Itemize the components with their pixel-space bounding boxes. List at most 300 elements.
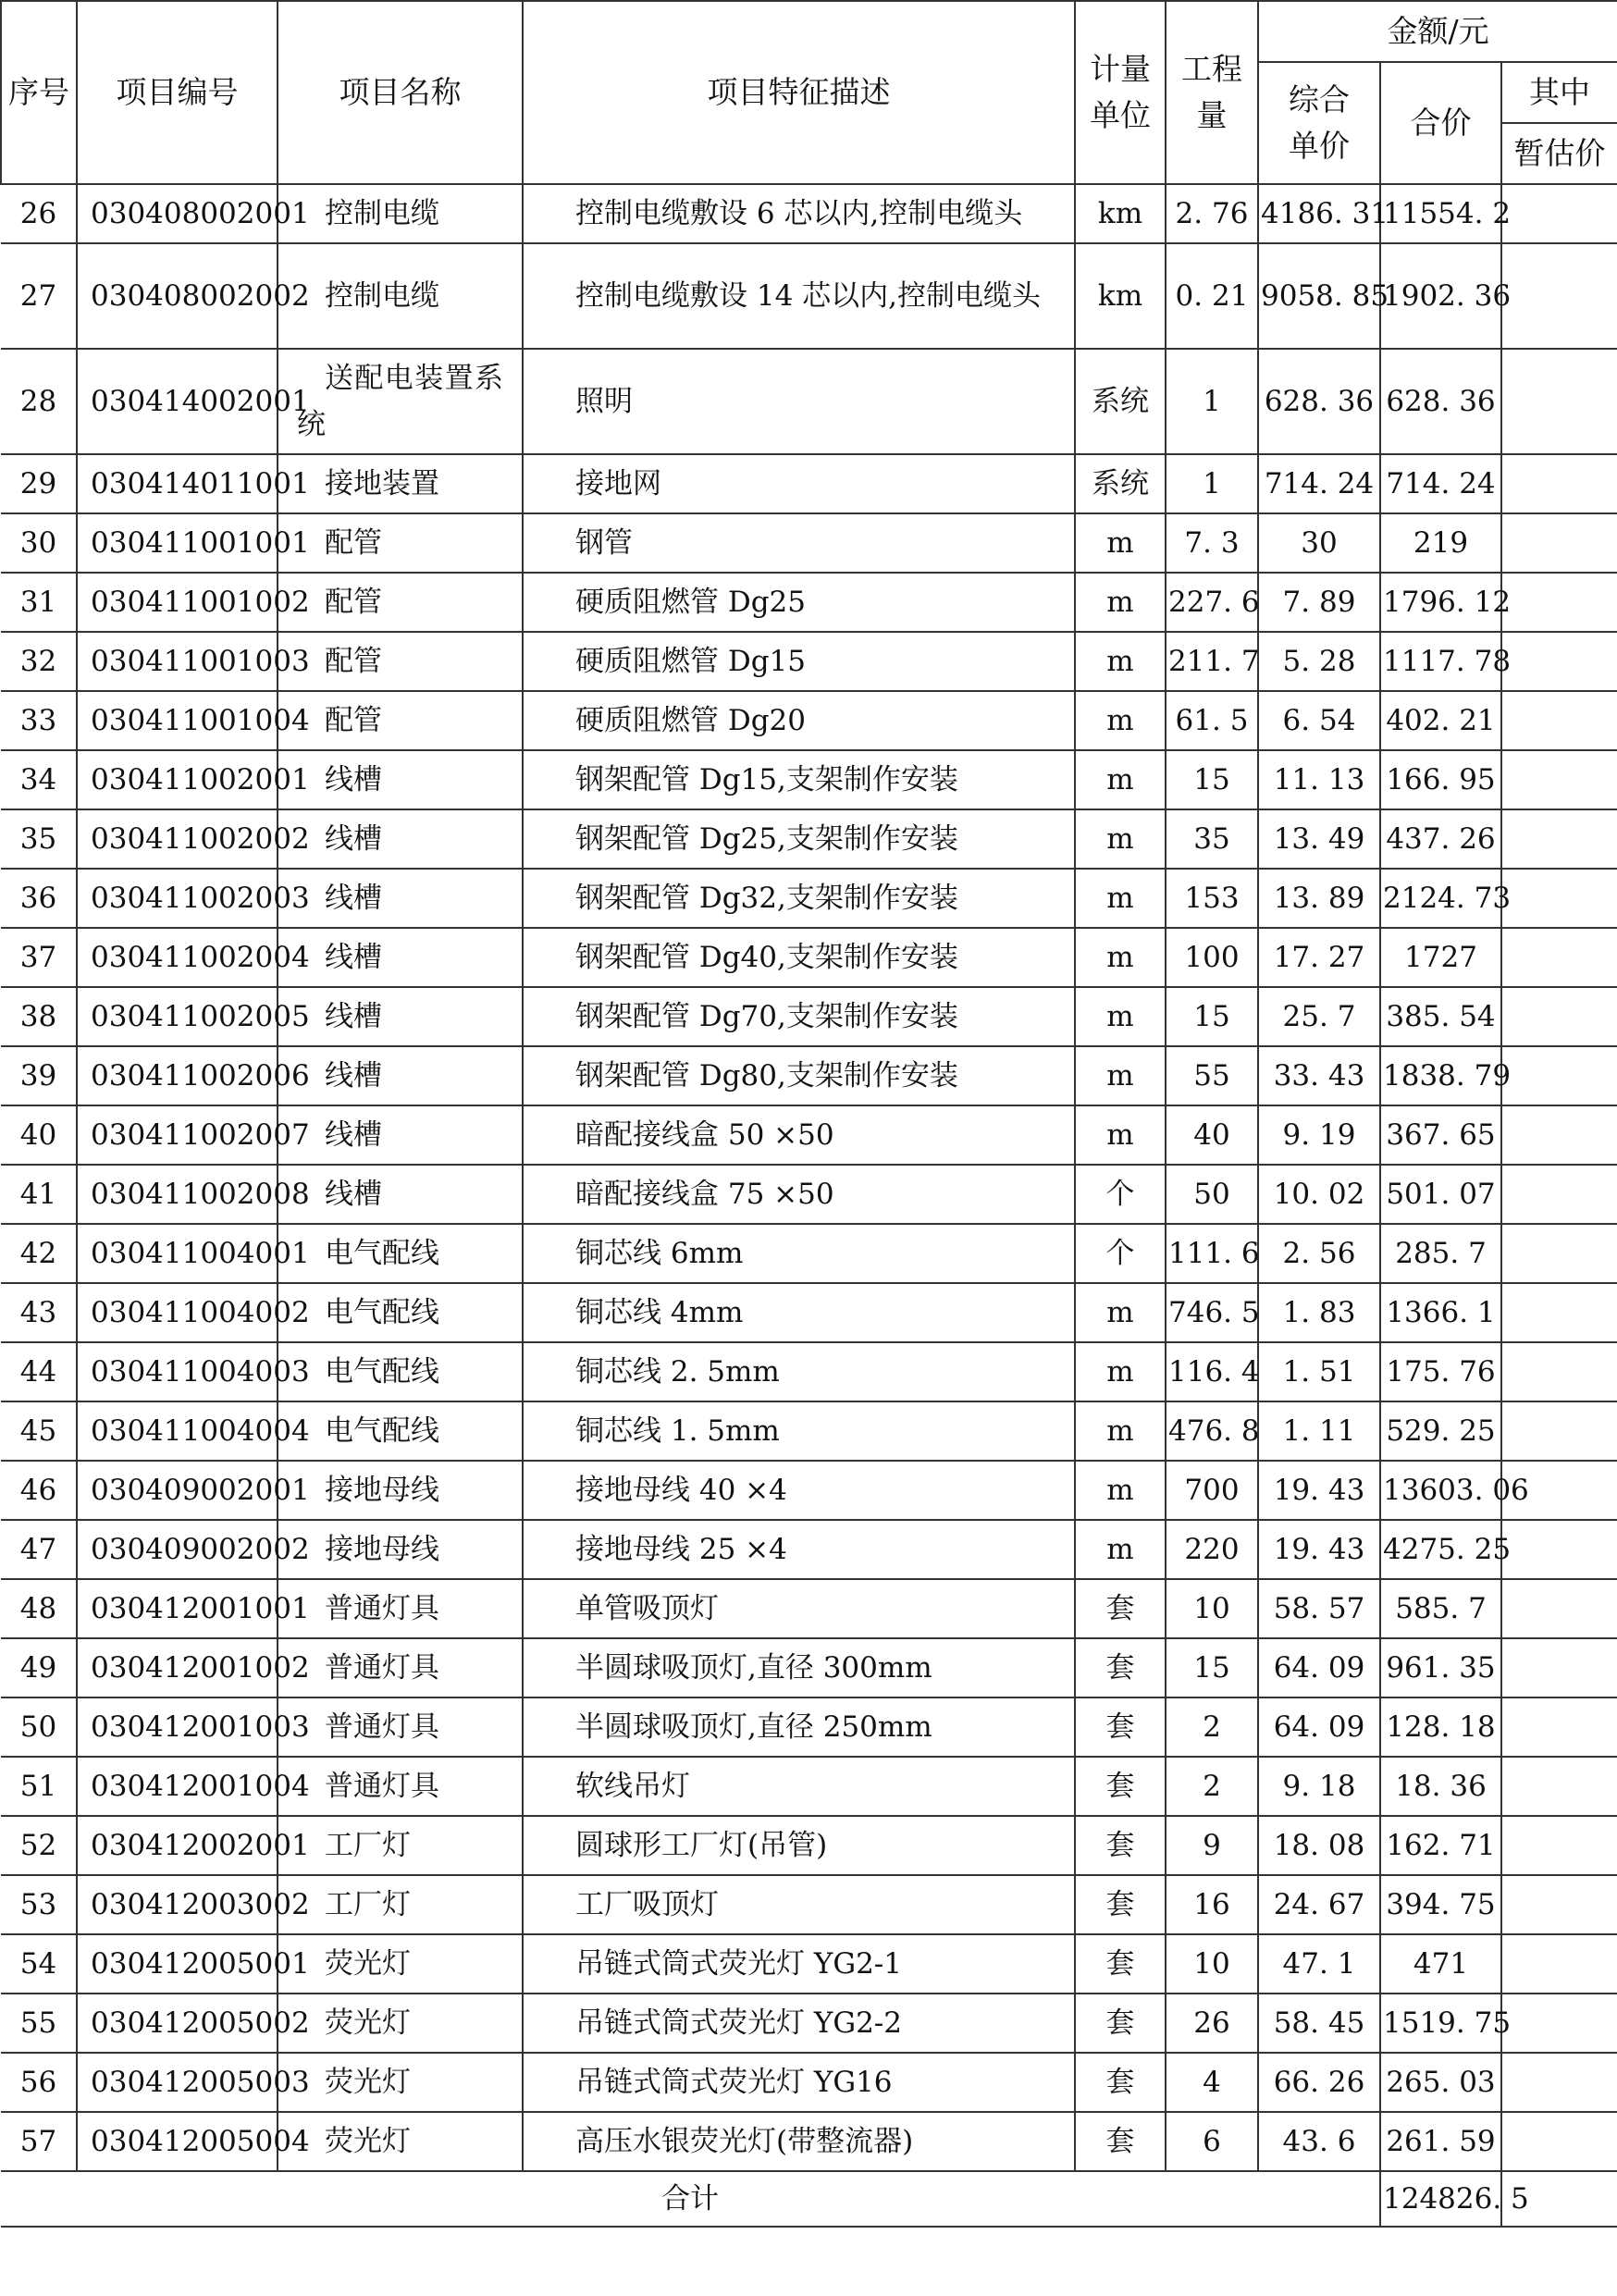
cell-seq: 42 [1, 1224, 77, 1283]
cell-seq: 55 [1, 1994, 77, 2053]
cell-desc: 半圆球吸顶灯,直径 250mm [523, 1697, 1075, 1757]
cell-desc: 硬质阻燃管 Dg15 [523, 632, 1075, 691]
cell-code: 030412001003 [77, 1697, 278, 1757]
cell-seq: 26 [1, 184, 77, 243]
cell-unit-price: 19. 43 [1258, 1520, 1380, 1579]
cell-provisional [1501, 869, 1617, 928]
table-row [1, 1816, 1617, 1875]
cell-qty: 2 [1166, 1757, 1258, 1816]
cell-unit: m [1075, 1105, 1166, 1165]
cell-unit-price: 714. 24 [1258, 454, 1380, 513]
cell-unit: m [1075, 869, 1166, 928]
cell-name: 线槽 [278, 809, 523, 869]
table-row [1, 1579, 1617, 1638]
cell-provisional [1501, 1875, 1617, 1934]
cell-qty: 15 [1166, 750, 1258, 809]
cell-unit-price: 11. 13 [1258, 750, 1380, 809]
cell-unit: km [1075, 184, 1166, 243]
cell-total-price: 261. 59 [1380, 2112, 1501, 2171]
cell-qty: 2 [1166, 1697, 1258, 1757]
cell-desc: 钢架配管 Dg40,支架制作安装 [523, 928, 1075, 987]
table-row [1, 928, 1617, 987]
cell-unit-price: 628. 36 [1258, 349, 1380, 454]
cell-code: 030411002008 [77, 1165, 278, 1224]
cell-name: 线槽 [278, 928, 523, 987]
cell-total-price: 628. 36 [1380, 349, 1501, 454]
header-of-which: 其中 [1501, 62, 1617, 123]
cell-name: 电气配线 [278, 1224, 523, 1283]
cell-name: 线槽 [278, 750, 523, 809]
cell-unit-price: 58. 57 [1258, 1579, 1380, 1638]
cell-provisional [1501, 1579, 1617, 1638]
cell-total-price: 471 [1380, 1934, 1501, 1994]
cell-qty: 116. 4 [1166, 1342, 1258, 1401]
cell-seq: 52 [1, 1816, 77, 1875]
cell-total-price: 501. 07 [1380, 1165, 1501, 1224]
cell-provisional [1501, 1046, 1617, 1105]
total-row [1, 2171, 1617, 2227]
cell-seq: 29 [1, 454, 77, 513]
cell-total-price: 11554. 2 [1380, 184, 1501, 243]
cell-seq: 27 [1, 243, 77, 349]
cell-provisional [1501, 243, 1617, 349]
cell-unit-price: 64. 09 [1258, 1638, 1380, 1697]
cell-unit: 套 [1075, 2112, 1166, 2171]
cell-unit: 套 [1075, 1816, 1166, 1875]
cell-unit: m [1075, 809, 1166, 869]
cell-provisional [1501, 573, 1617, 632]
cell-name: 普通灯具 [278, 1579, 523, 1638]
cell-seq: 28 [1, 349, 77, 454]
cell-qty: 153 [1166, 869, 1258, 928]
cell-seq: 32 [1, 632, 77, 691]
cell-qty: 55 [1166, 1046, 1258, 1105]
table-row [1, 750, 1617, 809]
cell-seq: 47 [1, 1520, 77, 1579]
cell-seq: 43 [1, 1283, 77, 1342]
cell-qty: 10 [1166, 1579, 1258, 1638]
header-name: 项目名称 [278, 1, 523, 184]
header-desc: 项目特征描述 [523, 1, 1075, 184]
cell-code: 030411001001 [77, 513, 278, 573]
cell-total-price: 961. 35 [1380, 1638, 1501, 1697]
cell-seq: 41 [1, 1165, 77, 1224]
cell-unit-price: 13. 49 [1258, 809, 1380, 869]
cell-unit: m [1075, 1520, 1166, 1579]
cell-unit: 套 [1075, 1875, 1166, 1934]
cell-desc: 控制电缆敷设 14 芯以内,控制电缆头 [523, 243, 1075, 349]
cell-provisional [1501, 349, 1617, 454]
table-row [1, 513, 1617, 573]
cell-unit-price: 33. 43 [1258, 1046, 1380, 1105]
cell-qty: 16 [1166, 1875, 1258, 1934]
cell-name: 接地母线 [278, 1461, 523, 1520]
cell-code: 030411002005 [77, 987, 278, 1046]
cell-code: 030411004004 [77, 1401, 278, 1461]
cell-desc: 钢架配管 Dg25,支架制作安装 [523, 809, 1075, 869]
cell-total-price: 367. 65 [1380, 1105, 1501, 1165]
table-row [1, 1165, 1617, 1224]
cell-provisional [1501, 2053, 1617, 2112]
cell-qty: 1 [1166, 454, 1258, 513]
cell-code: 030412005002 [77, 1994, 278, 2053]
cell-code: 030411002002 [77, 809, 278, 869]
cell-code: 030412001001 [77, 1579, 278, 1638]
cell-provisional [1501, 184, 1617, 243]
cell-desc: 钢架配管 Dg15,支架制作安装 [523, 750, 1075, 809]
cell-provisional [1501, 1165, 1617, 1224]
cell-total-price: 2124. 73 [1380, 869, 1501, 928]
cell-desc: 接地母线 25 ×4 [523, 1520, 1075, 1579]
cell-code: 030412003002 [77, 1875, 278, 1934]
cell-name: 线槽 [278, 869, 523, 928]
cell-desc: 硬质阻燃管 Dg25 [523, 573, 1075, 632]
cell-qty: 26 [1166, 1994, 1258, 2053]
cell-seq: 53 [1, 1875, 77, 1934]
cell-qty: 9 [1166, 1816, 1258, 1875]
cell-desc: 吊链式筒式荧光灯 YG16 [523, 2053, 1075, 2112]
cell-name: 送配电装置系统 [278, 349, 523, 454]
cell-desc: 暗配接线盒 50 ×50 [523, 1105, 1075, 1165]
cell-unit: m [1075, 1461, 1166, 1520]
cell-unit-price: 2. 56 [1258, 1224, 1380, 1283]
cell-provisional [1501, 1697, 1617, 1757]
cell-name: 配管 [278, 691, 523, 750]
cell-total-price: 1727 [1380, 928, 1501, 987]
table-row [1, 184, 1617, 243]
cell-provisional [1501, 691, 1617, 750]
cell-provisional [1501, 454, 1617, 513]
cell-seq: 31 [1, 573, 77, 632]
cell-total-price: 529. 25 [1380, 1401, 1501, 1461]
cell-provisional [1501, 987, 1617, 1046]
header-qty: 工程量 [1166, 1, 1258, 184]
cell-unit-price: 19. 43 [1258, 1461, 1380, 1520]
cell-unit-price: 18. 08 [1258, 1816, 1380, 1875]
cell-unit-price: 66. 26 [1258, 2053, 1380, 2112]
cell-total-price: 1902. 36 [1380, 243, 1501, 349]
header-seq: 序号 [1, 1, 77, 184]
cell-unit-price: 7. 89 [1258, 573, 1380, 632]
cell-qty: 15 [1166, 987, 1258, 1046]
cell-code: 030412002001 [77, 1816, 278, 1875]
cell-total-price: 1519. 75 [1380, 1994, 1501, 2053]
table-row [1, 1697, 1617, 1757]
cell-seq: 50 [1, 1697, 77, 1757]
table-row [1, 1401, 1617, 1461]
cell-name: 线槽 [278, 1165, 523, 1224]
cell-unit-price: 30 [1258, 513, 1380, 573]
table-row [1, 1105, 1617, 1165]
cell-provisional [1501, 1105, 1617, 1165]
cell-total-price: 585. 7 [1380, 1579, 1501, 1638]
cell-provisional [1501, 1816, 1617, 1875]
cell-provisional [1501, 1401, 1617, 1461]
cell-name: 电气配线 [278, 1283, 523, 1342]
cell-code: 030411004002 [77, 1283, 278, 1342]
cell-name: 电气配线 [278, 1342, 523, 1401]
table-row [1, 1638, 1617, 1697]
cell-qty: 211. 7 [1166, 632, 1258, 691]
cell-code: 030409002001 [77, 1461, 278, 1520]
cell-name: 普通灯具 [278, 1697, 523, 1757]
cell-seq: 35 [1, 809, 77, 869]
cell-qty: 700 [1166, 1461, 1258, 1520]
cell-unit-price: 13. 89 [1258, 869, 1380, 928]
cell-desc: 接地母线 40 ×4 [523, 1461, 1075, 1520]
cell-total-price: 714. 24 [1380, 454, 1501, 513]
cell-unit: 套 [1075, 1638, 1166, 1697]
cell-qty: 227. 6 [1166, 573, 1258, 632]
cell-name: 荧光灯 [278, 2053, 523, 2112]
cell-seq: 57 [1, 2112, 77, 2171]
cell-seq: 40 [1, 1105, 77, 1165]
cell-provisional [1501, 1934, 1617, 1994]
cell-qty: 100 [1166, 928, 1258, 987]
cell-name: 配管 [278, 573, 523, 632]
cell-name: 工厂灯 [278, 1816, 523, 1875]
cell-qty: 40 [1166, 1105, 1258, 1165]
cell-qty: 10 [1166, 1934, 1258, 1994]
cell-unit: 套 [1075, 1697, 1166, 1757]
cell-unit-price: 58. 45 [1258, 1994, 1380, 2053]
header-unit-price: 综合 单价 [1258, 62, 1380, 184]
cell-unit: m [1075, 928, 1166, 987]
cell-name: 普通灯具 [278, 1638, 523, 1697]
cell-name: 接地母线 [278, 1520, 523, 1579]
cell-unit: 个 [1075, 1165, 1166, 1224]
cell-code: 030411002007 [77, 1105, 278, 1165]
table-row [1, 1520, 1617, 1579]
cell-total-price: 402. 21 [1380, 691, 1501, 750]
table-row [1, 349, 1617, 454]
cell-total-price: 219 [1380, 513, 1501, 573]
cell-provisional [1501, 513, 1617, 573]
cell-desc: 单管吸顶灯 [523, 1579, 1075, 1638]
cell-desc: 钢管 [523, 513, 1075, 573]
cell-unit-price: 1. 11 [1258, 1401, 1380, 1461]
cell-total-price: 1838. 79 [1380, 1046, 1501, 1105]
cell-qty: 35 [1166, 809, 1258, 869]
cell-name: 电气配线 [278, 1401, 523, 1461]
table-body [1, 184, 1617, 2171]
table-row [1, 454, 1617, 513]
cell-name: 线槽 [278, 1046, 523, 1105]
cell-unit-price: 10. 02 [1258, 1165, 1380, 1224]
cell-name: 普通灯具 [278, 1757, 523, 1816]
cell-qty: 476. 8 [1166, 1401, 1258, 1461]
cell-unit: m [1075, 1342, 1166, 1401]
cell-total-price: 394. 75 [1380, 1875, 1501, 1934]
cell-code: 030412001004 [77, 1757, 278, 1816]
cell-qty: 2. 76 [1166, 184, 1258, 243]
cell-qty: 0. 21 [1166, 243, 1258, 349]
cell-provisional [1501, 632, 1617, 691]
cell-total-price: 166. 95 [1380, 750, 1501, 809]
table-row [1, 1757, 1617, 1816]
cell-unit: m [1075, 632, 1166, 691]
cell-code: 030411002001 [77, 750, 278, 809]
cell-unit: m [1075, 1046, 1166, 1105]
cell-unit-price: 9058. 85 [1258, 243, 1380, 349]
cell-seq: 38 [1, 987, 77, 1046]
cell-qty: 7. 3 [1166, 513, 1258, 573]
header-unit: 计量 单位 [1075, 1, 1166, 184]
cell-qty: 61. 5 [1166, 691, 1258, 750]
cell-seq: 49 [1, 1638, 77, 1697]
cell-total-price: 437. 26 [1380, 809, 1501, 869]
cell-desc: 钢架配管 Dg32,支架制作安装 [523, 869, 1075, 928]
cell-unit: m [1075, 691, 1166, 750]
cell-unit-price: 9. 19 [1258, 1105, 1380, 1165]
header-code: 项目编号 [77, 1, 278, 184]
cell-provisional [1501, 928, 1617, 987]
cell-name: 线槽 [278, 1105, 523, 1165]
cell-provisional [1501, 1757, 1617, 1816]
cell-unit: m [1075, 750, 1166, 809]
cell-unit: m [1075, 987, 1166, 1046]
cell-total-price: 128. 18 [1380, 1697, 1501, 1757]
cell-desc: 钢架配管 Dg80,支架制作安装 [523, 1046, 1075, 1105]
cell-desc: 铜芯线 2. 5mm [523, 1342, 1075, 1401]
cell-desc: 钢架配管 Dg70,支架制作安装 [523, 987, 1075, 1046]
table-row [1, 243, 1617, 349]
cell-desc: 高压水银荧光灯(带整流器) [523, 2112, 1075, 2171]
cell-code: 030412005001 [77, 1934, 278, 1994]
cell-unit-price: 5. 28 [1258, 632, 1380, 691]
cell-qty: 15 [1166, 1638, 1258, 1697]
table-row [1, 1875, 1617, 1934]
table-row [1, 1994, 1617, 2053]
cell-seq: 39 [1, 1046, 77, 1105]
table-row [1, 2053, 1617, 2112]
cell-desc: 软线吊灯 [523, 1757, 1075, 1816]
cell-total-price: 18. 36 [1380, 1757, 1501, 1816]
cell-unit: km [1075, 243, 1166, 349]
cell-total-price: 175. 76 [1380, 1342, 1501, 1401]
cell-code: 030411002004 [77, 928, 278, 987]
cell-code: 030412005003 [77, 2053, 278, 2112]
cell-unit: 套 [1075, 2053, 1166, 2112]
cell-unit: m [1075, 1401, 1166, 1461]
cell-seq: 44 [1, 1342, 77, 1401]
cell-desc: 吊链式筒式荧光灯 YG2-1 [523, 1934, 1075, 1994]
cell-provisional [1501, 1283, 1617, 1342]
cell-name: 配管 [278, 632, 523, 691]
cell-total-price: 385. 54 [1380, 987, 1501, 1046]
table-row [1, 2112, 1617, 2171]
cell-qty: 4 [1166, 2053, 1258, 2112]
cell-provisional [1501, 809, 1617, 869]
table-row [1, 1461, 1617, 1520]
cell-code: 030414011001 [77, 454, 278, 513]
table-row [1, 1283, 1617, 1342]
cell-name: 荧光灯 [278, 1934, 523, 1994]
cell-code: 030411004003 [77, 1342, 278, 1401]
cell-unit: 系统 [1075, 454, 1166, 513]
cell-provisional [1501, 1224, 1617, 1283]
cell-desc: 圆球形工厂灯(吊管) [523, 1816, 1075, 1875]
cell-name: 控制电缆 [278, 243, 523, 349]
cell-code: 030411001004 [77, 691, 278, 750]
cell-seq: 33 [1, 691, 77, 750]
cell-unit-price: 4186. 31 [1258, 184, 1380, 243]
cell-code: 030411002006 [77, 1046, 278, 1105]
cell-seq: 51 [1, 1757, 77, 1816]
cell-provisional [1501, 750, 1617, 809]
header-provisional: 暂估价 [1501, 123, 1617, 184]
cell-desc: 照明 [523, 349, 1075, 454]
total-label: 合计 [1, 2171, 1380, 2227]
cell-code: 030408002002 [77, 243, 278, 349]
cell-qty: 220 [1166, 1520, 1258, 1579]
cell-unit: 系统 [1075, 349, 1166, 454]
cell-seq: 45 [1, 1401, 77, 1461]
cell-unit-price: 64. 09 [1258, 1697, 1380, 1757]
table-row [1, 632, 1617, 691]
cell-unit: 套 [1075, 1579, 1166, 1638]
cell-name: 荧光灯 [278, 2112, 523, 2171]
table-row [1, 1224, 1617, 1283]
cell-desc: 暗配接线盒 75 ×50 [523, 1165, 1075, 1224]
cell-name: 线槽 [278, 987, 523, 1046]
cell-total-price: 162. 71 [1380, 1816, 1501, 1875]
cell-code: 030411002003 [77, 869, 278, 928]
cell-qty: 746. 5 [1166, 1283, 1258, 1342]
header-amount: 金额/元 [1258, 1, 1617, 62]
cell-total-price: 265. 03 [1380, 2053, 1501, 2112]
cell-seq: 34 [1, 750, 77, 809]
cell-desc: 吊链式筒式荧光灯 YG2-2 [523, 1994, 1075, 2053]
cell-total-price: 1117. 78 [1380, 632, 1501, 691]
cell-provisional [1501, 2112, 1617, 2171]
cell-code: 030412005004 [77, 2112, 278, 2171]
cell-total-price: 13603. 06 [1380, 1461, 1501, 1520]
cell-seq: 36 [1, 869, 77, 928]
cell-total-price: 285. 7 [1380, 1224, 1501, 1283]
cell-name: 工厂灯 [278, 1875, 523, 1934]
cell-qty: 1 [1166, 349, 1258, 454]
cell-name: 控制电缆 [278, 184, 523, 243]
cell-provisional [1501, 1342, 1617, 1401]
cell-provisional [1501, 1520, 1617, 1579]
cell-unit-price: 47. 1 [1258, 1934, 1380, 1994]
cell-desc: 硬质阻燃管 Dg20 [523, 691, 1075, 750]
cell-seq: 46 [1, 1461, 77, 1520]
cell-seq: 48 [1, 1579, 77, 1638]
cell-code: 030412001002 [77, 1638, 278, 1697]
cell-unit-price: 43. 6 [1258, 2112, 1380, 2171]
cell-unit: m [1075, 513, 1166, 573]
cell-seq: 30 [1, 513, 77, 573]
cell-qty: 50 [1166, 1165, 1258, 1224]
table-row [1, 987, 1617, 1046]
cell-qty: 111. 6 [1166, 1224, 1258, 1283]
total-amount: 124826. 5 [1380, 2171, 1501, 2227]
cell-unit: m [1075, 573, 1166, 632]
table-row [1, 691, 1617, 750]
cell-unit: m [1075, 1283, 1166, 1342]
cell-unit: 套 [1075, 1934, 1166, 1994]
table-row [1, 869, 1617, 928]
cell-code: 030409002002 [77, 1520, 278, 1579]
cell-unit: 套 [1075, 1994, 1166, 2053]
table-row [1, 809, 1617, 869]
cell-total-price: 1796. 12 [1380, 573, 1501, 632]
cell-total-price: 1366. 1 [1380, 1283, 1501, 1342]
header-total-price: 合价 [1380, 62, 1501, 184]
cell-qty: 6 [1166, 2112, 1258, 2171]
